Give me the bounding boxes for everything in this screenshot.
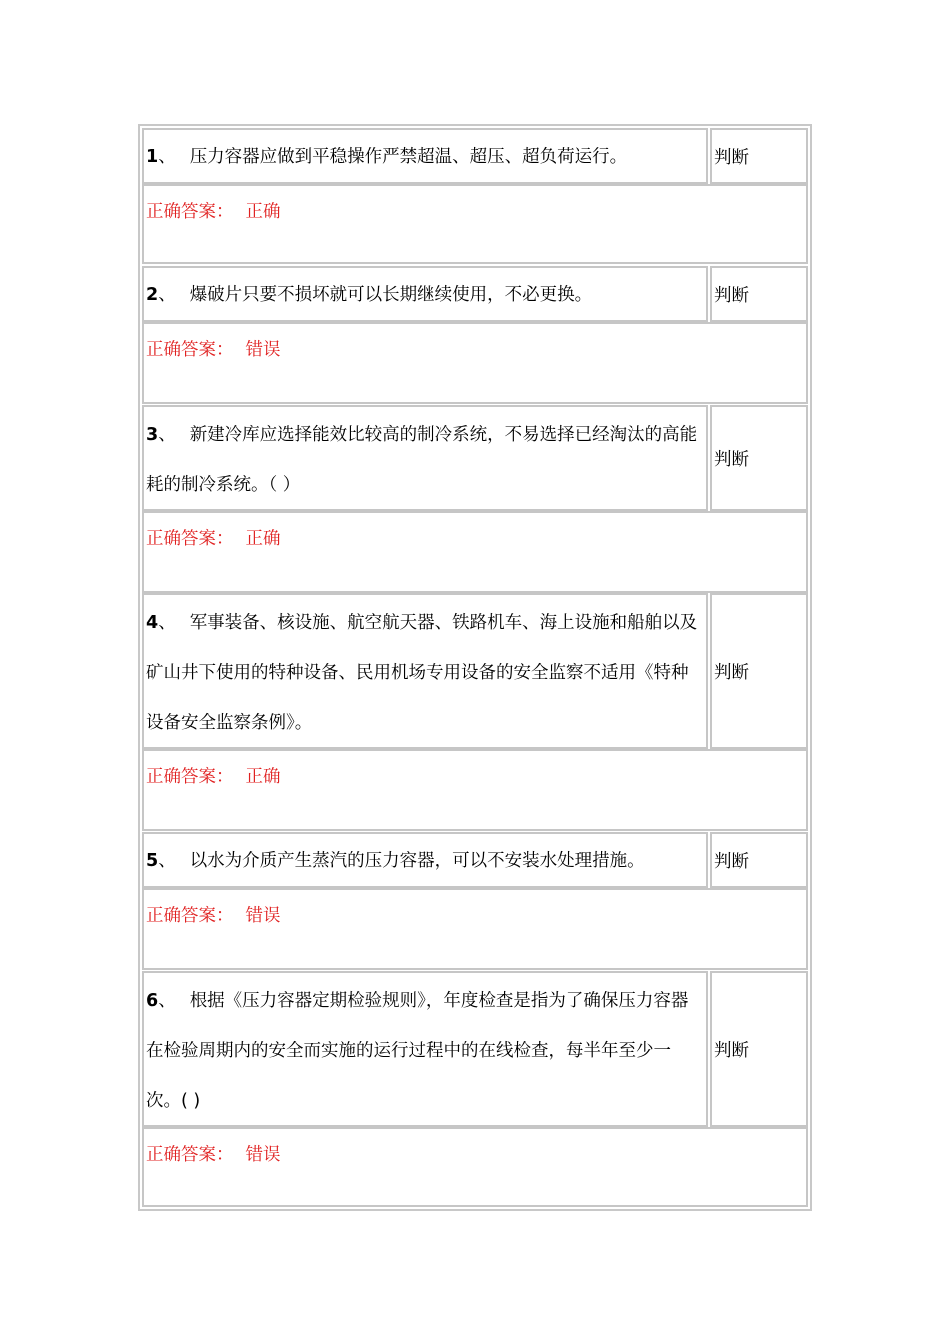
question-type: 判断	[714, 663, 749, 683]
answer-value: 正确	[245, 202, 281, 222]
question-text: 5、 以水为介质产生蒸汽的压力容器，可以不安装水处理措施。	[146, 851, 645, 871]
question-type-cell	[710, 971, 808, 1127]
question-type: 判断	[714, 1041, 749, 1061]
question-number: 4	[146, 613, 159, 633]
question-cell	[142, 971, 708, 1127]
answer-text: 正确答案： 正确	[146, 202, 281, 222]
question-row	[142, 593, 808, 749]
question-text: 2、 爆破片只要不损坏就可以长期继续使用，不必更换。	[146, 285, 593, 305]
question-cell	[142, 266, 708, 322]
question-type-cell	[710, 405, 808, 511]
question-type: 判断	[714, 450, 749, 470]
answer-row	[142, 1127, 808, 1207]
answer-row	[142, 511, 808, 593]
answer-cell	[142, 184, 808, 264]
answer-text: 正确答案： 错误	[146, 906, 281, 926]
answer-text: 正确答案： 错误	[146, 340, 281, 360]
question-type-cell	[710, 593, 808, 749]
question-type-cell	[710, 266, 808, 322]
question-cell	[142, 405, 708, 511]
question-row	[142, 971, 808, 1127]
answer-value: 错误	[245, 906, 281, 926]
question-number: 1	[146, 147, 159, 167]
question-text: 1、 压力容器应做到平稳操作严禁超温、超压、超负荷运行。	[146, 147, 628, 167]
answer-cell	[142, 322, 808, 404]
answer-row	[142, 322, 808, 404]
answer-text: 正确答案： 正确	[146, 767, 281, 787]
answer-row	[142, 888, 808, 970]
answer-row	[142, 184, 808, 264]
question-type: 判断	[714, 286, 749, 306]
answer-cell	[142, 888, 808, 970]
question-text: 3、 新建冷库应选择能效比较高的制冷系统，不易选择已经淘汰的高能耗的制冷系统。（ ）	[146, 425, 698, 495]
question-row	[142, 266, 808, 322]
question-number: 5	[146, 851, 159, 871]
question-type: 判断	[714, 852, 749, 872]
answer-cell	[142, 1127, 808, 1207]
answer-text: 正确答案： 正确	[146, 529, 281, 549]
question-type-cell	[710, 128, 808, 184]
question-cell	[142, 832, 708, 888]
answer-row	[142, 749, 808, 831]
answer-value: 正确	[245, 767, 281, 787]
question-cell	[142, 128, 708, 184]
question-text: 4、 军事装备、核设施、航空航天器、铁路机车、海上设施和船舶以及矿山井下使用的特种设备、民用机场专用设备的安全监察不适用《特种设备安全监察条例》。	[146, 613, 698, 733]
question-cell	[142, 593, 708, 749]
quiz-table	[138, 124, 812, 1211]
question-number: 6	[146, 991, 159, 1011]
question-type-cell	[710, 832, 808, 888]
answer-value: 正确	[245, 529, 281, 549]
question-number: 3	[146, 425, 159, 445]
answer-cell	[142, 749, 808, 831]
question-row	[142, 128, 808, 184]
answer-cell	[142, 511, 808, 593]
answer-text: 正确答案： 错误	[146, 1145, 281, 1165]
question-text: 6、 根据《压力容器定期检验规则》，年度检查是指为了确保压力容器在检验周期内的安全而实施的运行过程中的在线检查，每半年至少一次。( )	[146, 991, 689, 1111]
answer-value: 错误	[245, 1145, 281, 1165]
question-row	[142, 832, 808, 888]
question-row	[142, 405, 808, 511]
question-type: 判断	[714, 148, 749, 168]
question-number: 2	[146, 285, 159, 305]
answer-value: 错误	[245, 340, 281, 360]
